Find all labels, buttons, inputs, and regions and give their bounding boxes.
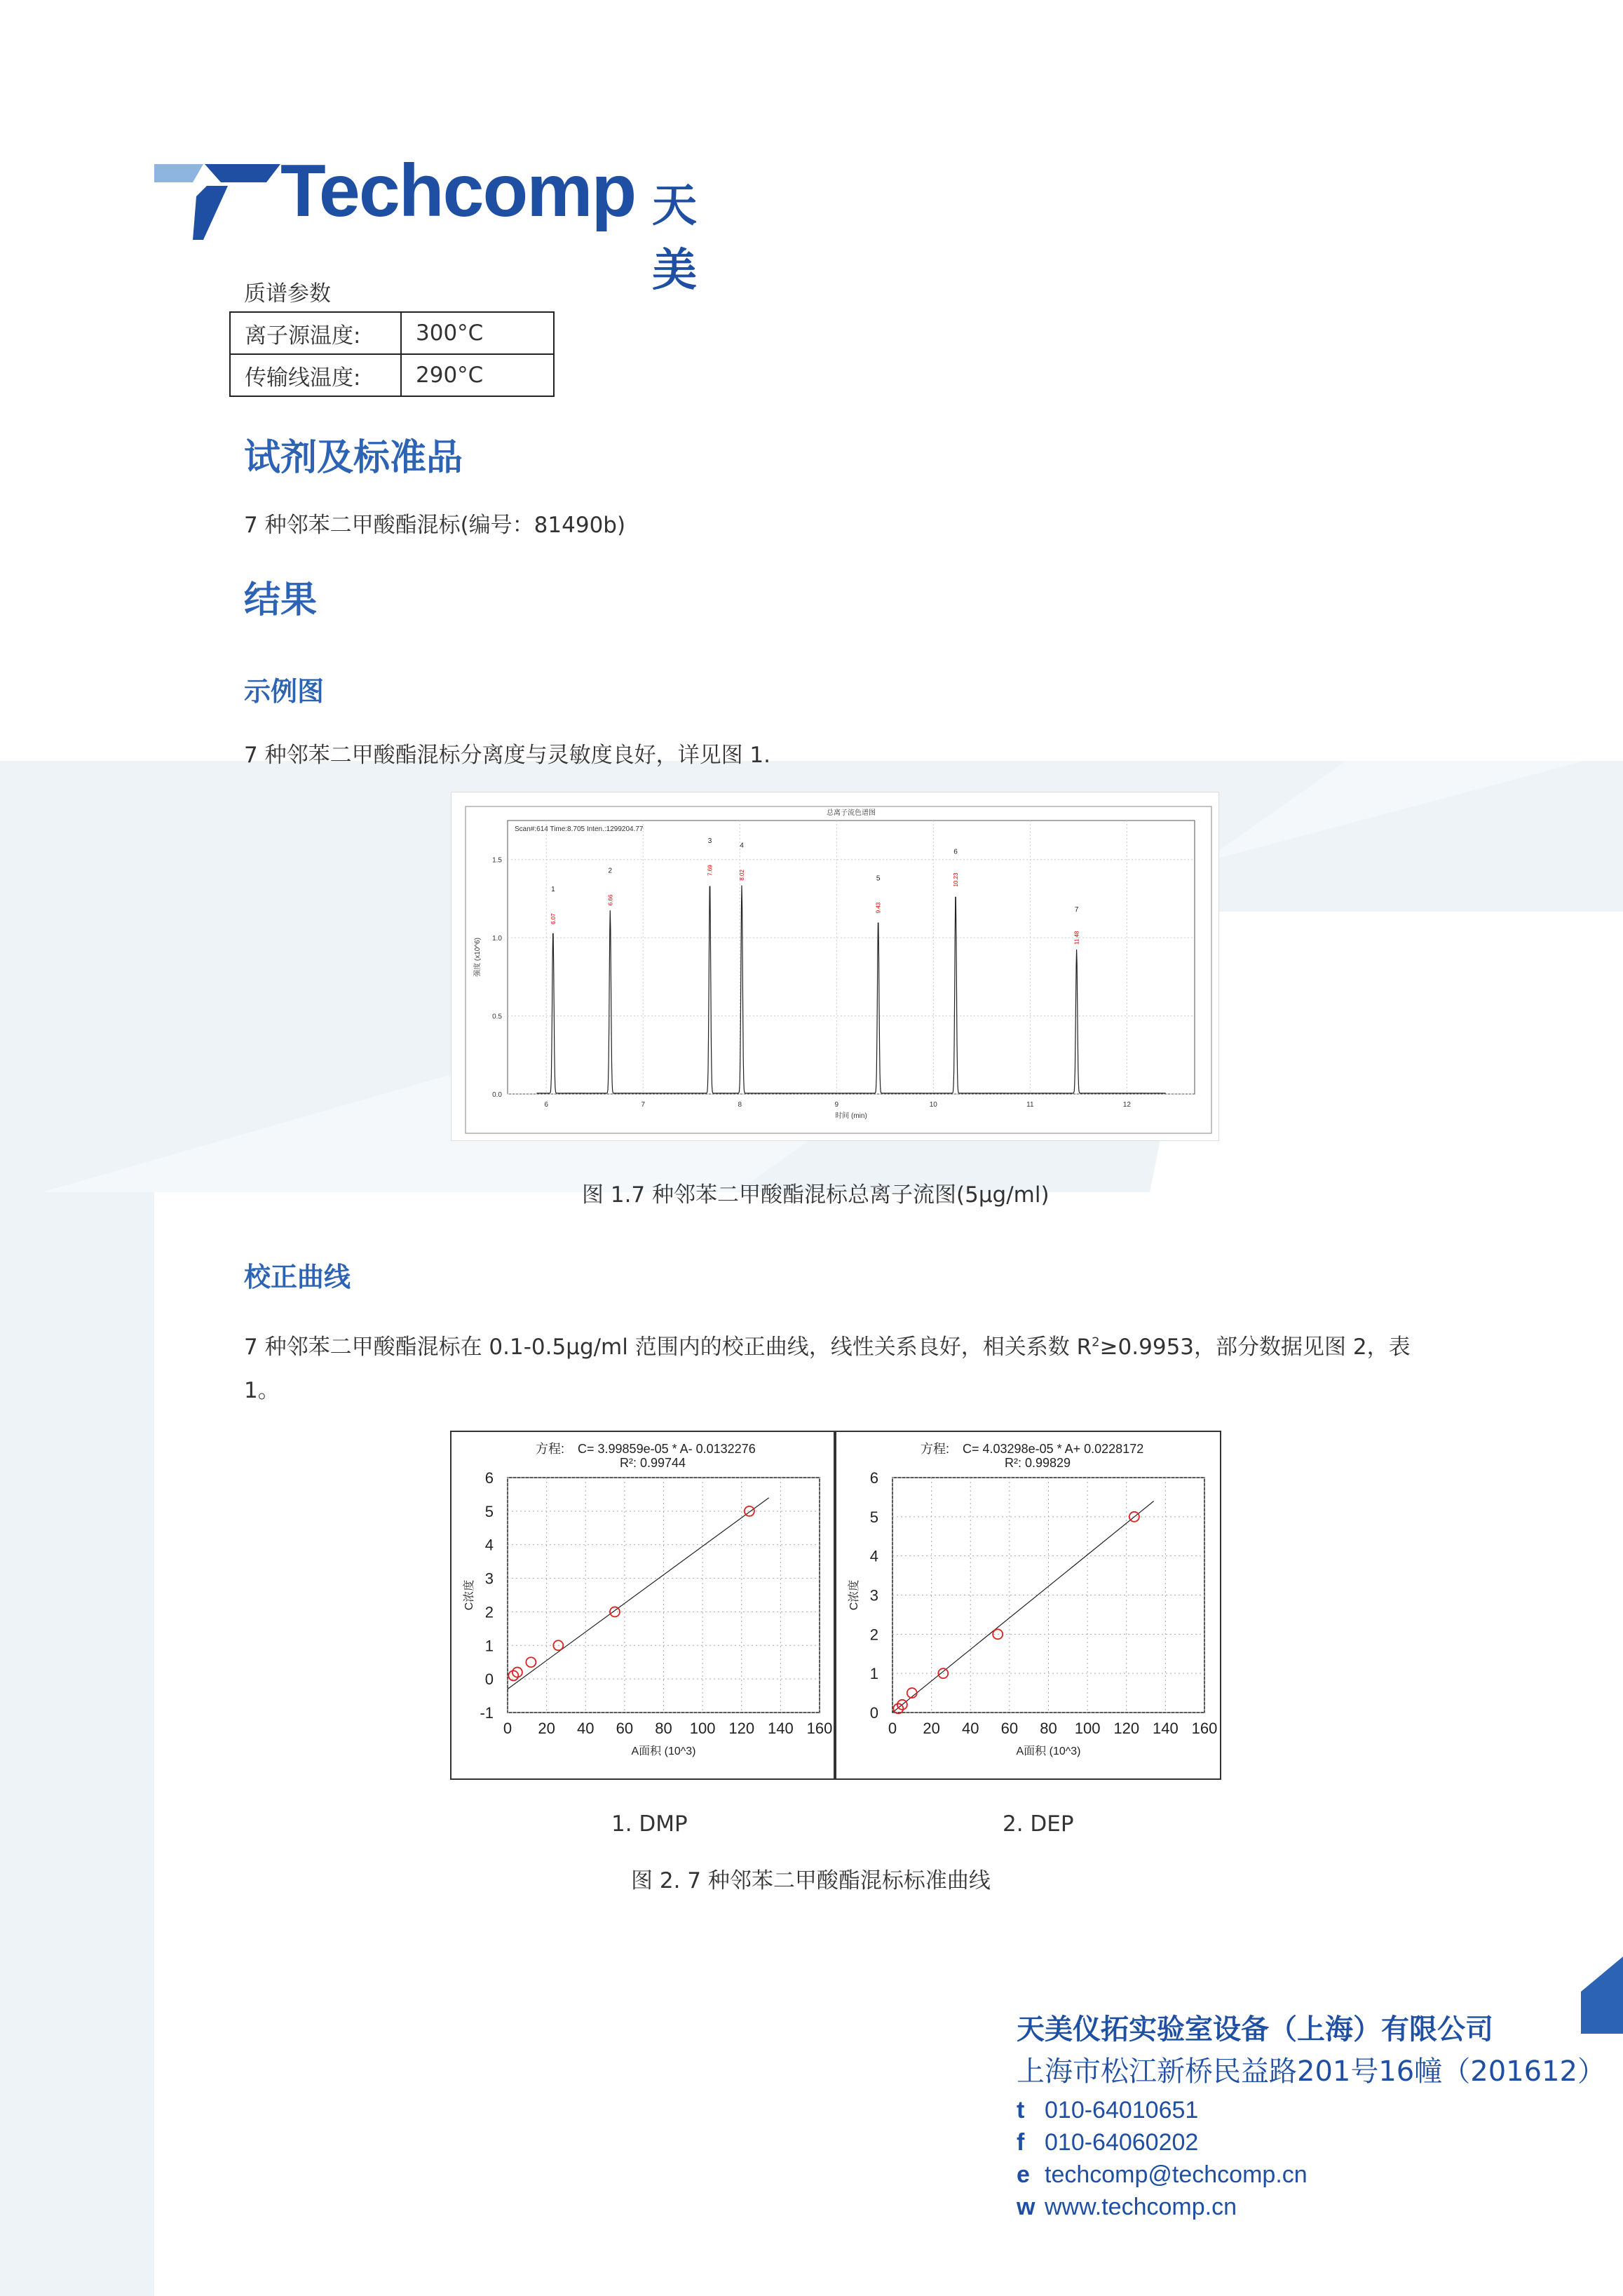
equation-label: 方程: <box>921 1442 950 1456</box>
peak-number: 5 <box>876 874 881 883</box>
y-axis-label: 强度 (x10^6) <box>474 938 482 977</box>
dep-calibration-chart <box>836 1432 1218 1778</box>
y-tick-label: 0.0 <box>492 1091 502 1099</box>
x-tick-label: 80 <box>1040 1720 1057 1737</box>
y-tick-label: 4 <box>484 1536 494 1554</box>
y-tick-label: 6 <box>869 1469 878 1487</box>
results-heading: 结果 <box>244 579 318 621</box>
x-tick-label: 8 <box>738 1101 742 1109</box>
x-tick-label: 120 <box>728 1720 755 1737</box>
reagents-heading: 试剂及标准品 <box>244 437 463 479</box>
contact-value[interactable]: www.techcomp.cn <box>1045 2194 1237 2220</box>
contact-value: 010-64010651 <box>1045 2097 1199 2123</box>
calibration-figure <box>450 1431 1221 1780</box>
x-tick-label: 100 <box>1074 1720 1101 1737</box>
x-tick-label: 20 <box>923 1720 940 1737</box>
param-label: 传输线温度: <box>230 354 401 396</box>
ms-params-title: 质谱参数 <box>244 281 331 306</box>
peak-rt-label: 6.66 <box>607 894 614 906</box>
subcaption-dmp: 1. DMP <box>611 1811 688 1837</box>
y-tick-label: 2 <box>869 1626 878 1644</box>
equation-label: 方程: <box>536 1442 565 1456</box>
y-tick-label: 1.0 <box>492 935 502 943</box>
x-tick-label: 60 <box>1000 1720 1019 1737</box>
dmp-calibration-chart <box>451 1432 834 1778</box>
chromatogram-figure <box>451 792 1219 1141</box>
y-tick-label: 3 <box>869 1586 878 1605</box>
table-row <box>230 354 554 396</box>
peak-rt-label: 10.23 <box>953 872 960 887</box>
contact-value: 010-64060202 <box>1045 2129 1199 2156</box>
contact-email[interactable] <box>1017 2161 1308 2194</box>
contact-key: f <box>1017 2129 1025 2156</box>
logo-chinese: 天美 <box>652 180 697 297</box>
r2-text: R²: 0.99744 <box>620 1456 686 1470</box>
contact-website[interactable] <box>1017 2194 1308 2226</box>
x-tick-label: 6 <box>544 1101 548 1109</box>
contact-fax <box>1017 2129 1308 2161</box>
calibration-heading: 校正曲线 <box>244 1262 351 1292</box>
reagents-text: 7 种邻苯二甲酸酯混标(编号：81490b) <box>244 513 626 538</box>
x-tick-label: 120 <box>1113 1720 1140 1737</box>
peak-number: 4 <box>740 842 744 850</box>
y-tick-label: 1 <box>869 1665 878 1683</box>
footer-contacts <box>1017 2097 1308 2226</box>
example-text: 7 种邻苯二甲酸酯混标分离度与灵敏度良好，详见图 1. <box>244 743 771 768</box>
chromatogram-chart <box>451 792 1218 1140</box>
x-tick-label: 11 <box>1026 1101 1034 1109</box>
y-tick-label: 5 <box>484 1502 494 1520</box>
subcaption-dep: 2. DEP <box>1003 1811 1074 1837</box>
y-tick-label: 4 <box>869 1547 878 1565</box>
x-tick-label: 60 <box>616 1720 634 1737</box>
x-tick-label: 100 <box>689 1720 716 1737</box>
peak-rt-label: 11.48 <box>1073 931 1080 945</box>
peak-number: 2 <box>608 867 613 875</box>
logo-text: Techcomp <box>280 149 636 232</box>
x-tick-label: 140 <box>768 1720 794 1737</box>
x-tick-label: 0 <box>503 1720 512 1737</box>
peak-rt-label: 9.43 <box>875 902 882 914</box>
y-axis-label: C浓度 <box>848 1579 860 1611</box>
equation-text: C= 4.03298e-05 * A+ 0.0228172 <box>963 1442 1144 1456</box>
x-tick-label: 0 <box>888 1720 897 1737</box>
x-tick-label: 40 <box>962 1720 979 1737</box>
x-tick-label: 7 <box>641 1101 646 1109</box>
footer-address: 上海市松江新桥民益路201号16幢（201612） <box>1017 2055 1605 2088</box>
equation-text: C= 3.99859e-05 * A- 0.0132276 <box>578 1442 756 1456</box>
calibration-text-line2: 1。 <box>244 1378 280 1403</box>
x-tick-label: 20 <box>538 1720 555 1737</box>
r2-text: R²: 0.99829 <box>1005 1456 1071 1470</box>
contact-phone <box>1017 2097 1308 2129</box>
example-heading: 示例图 <box>244 676 325 707</box>
x-axis-label: A面积 (10^3) <box>631 1745 696 1757</box>
y-tick-label: 5 <box>869 1508 878 1526</box>
peak-rt-label: 8.02 <box>739 870 746 881</box>
footer-company: 天美仪拓实验室设备（上海）有限公司 <box>1017 2013 1493 2046</box>
x-tick-label: 140 <box>1153 1720 1179 1737</box>
peak-rt-label: 7.69 <box>707 865 714 876</box>
figure1-caption: 图 1.7 种邻苯二甲酸酯混标总离子流图(5μg/ml) <box>582 1182 1050 1208</box>
plot-area <box>508 1478 820 1713</box>
figure2-caption: 图 2. 7 种邻苯二甲酸酯混标标准曲线 <box>631 1868 991 1893</box>
y-axis-label: C浓度 <box>463 1579 475 1611</box>
x-tick-label: 160 <box>1191 1720 1218 1737</box>
peak-number: 3 <box>707 837 712 845</box>
y-tick-label: 3 <box>484 1569 494 1588</box>
x-axis-label: A面积 (10^3) <box>1016 1745 1081 1757</box>
x-tick-label: 80 <box>655 1720 672 1737</box>
param-value: 300°C <box>401 312 554 354</box>
calibration-text <box>244 1329 1411 1360</box>
param-value: 290°C <box>401 354 554 396</box>
calibration-text-a: 7 种邻苯二甲酸酯混标在 0.1-0.5μg/ml 范围内的校正曲线，线性关系良好，相关系数 R <box>244 1335 1092 1360</box>
peak-rt-label: 6.07 <box>550 913 557 924</box>
contact-key: w <box>1017 2194 1035 2220</box>
y-tick-label: 0 <box>869 1704 878 1722</box>
x-tick-label: 9 <box>834 1101 839 1109</box>
scan-info: Scan#:614 Time:8.705 Inten.:1299204.77 <box>515 825 644 833</box>
param-label: 离子源温度: <box>230 312 401 354</box>
calibration-text-b: ≥0.9953，部分数据见图 2，表 <box>1099 1335 1411 1360</box>
ms-params-table <box>229 311 555 397</box>
y-tick-label: -1 <box>480 1704 494 1722</box>
logo-mark-icon <box>154 154 280 245</box>
y-tick-label: 1 <box>484 1637 494 1655</box>
contact-value[interactable]: techcomp@techcomp.cn <box>1045 2161 1308 2188</box>
x-tick-label: 12 <box>1122 1101 1131 1109</box>
y-tick-label: 2 <box>484 1603 494 1621</box>
chart-title: 总离子流色谱图 <box>827 809 876 817</box>
table-row <box>230 312 554 354</box>
y-tick-label: 6 <box>484 1469 494 1487</box>
peak-number: 1 <box>551 886 555 893</box>
y-tick-label: 0 <box>484 1670 494 1689</box>
peak-number: 7 <box>1074 905 1079 914</box>
y-tick-label: 1.5 <box>492 856 502 865</box>
y-tick-label: 0.5 <box>492 1013 502 1021</box>
peak-number: 6 <box>953 848 958 856</box>
x-axis-label: 时间 (min) <box>835 1112 867 1120</box>
contact-key: t <box>1017 2097 1025 2123</box>
x-tick-label: 160 <box>806 1720 833 1737</box>
x-tick-label: 40 <box>577 1720 595 1737</box>
x-tick-label: 10 <box>929 1101 937 1109</box>
contact-key: e <box>1017 2161 1030 2188</box>
calibration-text-sup: 2 <box>1092 1335 1100 1350</box>
